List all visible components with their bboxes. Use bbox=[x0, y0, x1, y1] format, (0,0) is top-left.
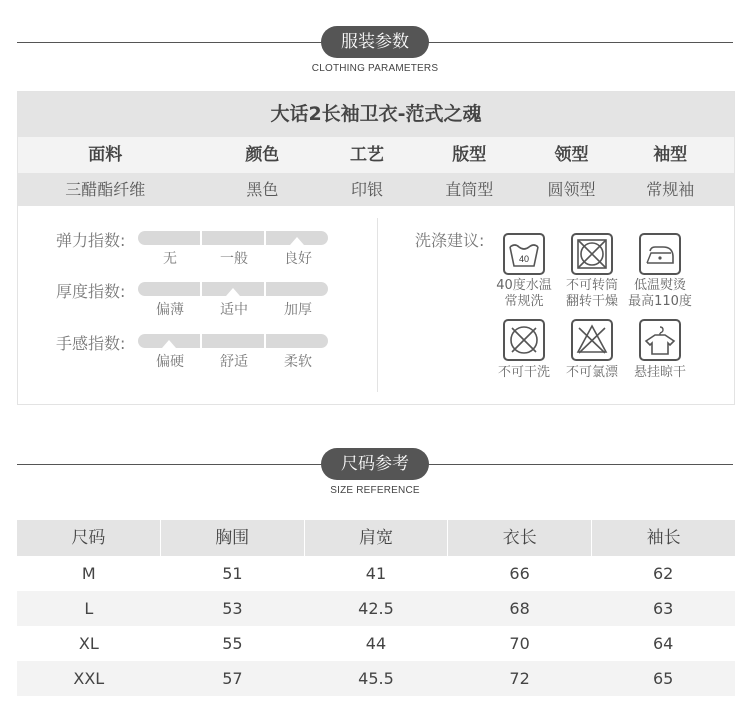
column-header: 衣长 bbox=[448, 520, 592, 556]
table-cell: 70 bbox=[509, 634, 530, 653]
size-table bbox=[17, 520, 735, 696]
index-label: 弹力指数: bbox=[56, 231, 126, 250]
index-scale-label: 偏硬 bbox=[156, 354, 184, 370]
table-cell: 62 bbox=[652, 564, 674, 583]
param-value: 三醋酯纤维 bbox=[65, 180, 146, 199]
table-cell: 55 bbox=[222, 634, 243, 653]
index-scale-label: 一般 bbox=[220, 251, 248, 267]
wash-caption: 不可转筒 翻转干燥 bbox=[565, 278, 618, 309]
no-bleach-icon bbox=[571, 319, 613, 361]
column-header: 袖长 bbox=[646, 528, 681, 548]
table-cell: 51 bbox=[222, 564, 243, 583]
param-value-row bbox=[18, 173, 734, 206]
bar-divider bbox=[264, 231, 266, 245]
table-cell: 53 bbox=[222, 599, 243, 618]
hang-dry-icon bbox=[639, 319, 681, 361]
no-dry-clean-icon bbox=[503, 319, 545, 361]
param-value: 印银 bbox=[351, 180, 384, 199]
index-scale-label: 偏薄 bbox=[156, 302, 184, 318]
param-header: 颜色 bbox=[245, 145, 280, 165]
bar-divider bbox=[200, 282, 202, 296]
section-subtitle: CLOTHING PARAMETERS bbox=[311, 63, 439, 74]
table-cell: 44 bbox=[365, 634, 387, 653]
parameters-panel bbox=[17, 91, 735, 405]
wash-caption: 不可干洗 bbox=[497, 365, 550, 380]
index-scale-label: 良好 bbox=[284, 251, 312, 267]
index-bar bbox=[138, 334, 328, 348]
product-title: 大话2长袖卫衣-范式之魂 bbox=[18, 92, 734, 137]
bar-divider bbox=[264, 334, 266, 348]
column-header: 尺码 bbox=[17, 520, 161, 556]
bar-divider bbox=[264, 282, 266, 296]
wash-temp-label: 40 bbox=[518, 254, 530, 264]
param-header-row bbox=[18, 137, 734, 173]
bar-divider bbox=[200, 334, 202, 348]
param-header: 工艺 bbox=[350, 145, 385, 165]
wash-caption: 40度水温 常规洗 bbox=[496, 278, 552, 309]
section-subtitle: SIZE REFERENCE bbox=[330, 485, 420, 496]
wash-40-icon bbox=[503, 233, 545, 275]
section-title: 尺码参考 bbox=[321, 448, 429, 480]
wash-label: 洗涤建议: bbox=[415, 231, 485, 250]
table-cell: 57 bbox=[222, 669, 243, 688]
column-header: 胸围 bbox=[161, 520, 305, 556]
table-cell: 63 bbox=[652, 599, 674, 618]
wash-caption: 低温熨烫 最高110度 bbox=[628, 278, 692, 309]
table-cell: 65 bbox=[652, 669, 674, 688]
table-cell: L bbox=[84, 599, 94, 618]
index-label: 厚度指数: bbox=[56, 282, 126, 301]
table-cell: 64 bbox=[652, 634, 674, 653]
low-iron-icon bbox=[639, 233, 681, 275]
wash-caption: 不可氯漂 bbox=[565, 365, 618, 380]
param-value: 直筒型 bbox=[445, 180, 494, 199]
index-bar bbox=[138, 282, 328, 296]
param-value: 黑色 bbox=[246, 180, 279, 199]
wash-caption: 悬挂晾干 bbox=[633, 365, 686, 380]
bar-divider bbox=[200, 231, 202, 245]
param-header: 面料 bbox=[88, 145, 123, 165]
param-value: 圆领型 bbox=[547, 180, 596, 199]
index-scale-label: 适中 bbox=[220, 302, 248, 318]
index-scale-label: 加厚 bbox=[284, 302, 312, 318]
index-marker bbox=[162, 340, 176, 348]
column-header: 肩宽 bbox=[305, 520, 449, 556]
param-value: 常规袖 bbox=[646, 180, 695, 199]
no-tumble-dry-icon bbox=[571, 233, 613, 275]
table-cell: XXL bbox=[73, 669, 105, 688]
index-scale-label: 柔软 bbox=[284, 354, 312, 370]
table-row bbox=[17, 556, 735, 591]
table-row bbox=[17, 661, 735, 696]
table-cell: 66 bbox=[509, 564, 530, 583]
table-cell: 42.5 bbox=[358, 599, 394, 618]
param-header: 领型 bbox=[554, 145, 589, 165]
index-marker bbox=[290, 237, 304, 245]
index-bar bbox=[138, 231, 328, 245]
table-cell: XL bbox=[78, 634, 99, 653]
table-header-row bbox=[17, 520, 735, 556]
table-cell: 72 bbox=[509, 669, 530, 688]
index-scale-label: 舒适 bbox=[220, 354, 248, 370]
param-header: 袖型 bbox=[653, 145, 688, 165]
vertical-divider bbox=[377, 218, 378, 392]
table-cell: 41 bbox=[365, 564, 387, 583]
section-title: 服装参数 bbox=[321, 26, 429, 58]
table-cell: M bbox=[81, 564, 96, 583]
table-row bbox=[17, 591, 735, 626]
index-label: 手感指数: bbox=[56, 334, 126, 353]
table-row bbox=[17, 626, 735, 661]
index-scale-label: 无 bbox=[163, 251, 177, 267]
index-marker bbox=[226, 288, 240, 296]
table-cell: 68 bbox=[509, 599, 530, 618]
param-header: 版型 bbox=[452, 145, 487, 165]
table-cell: 45.5 bbox=[358, 669, 394, 688]
